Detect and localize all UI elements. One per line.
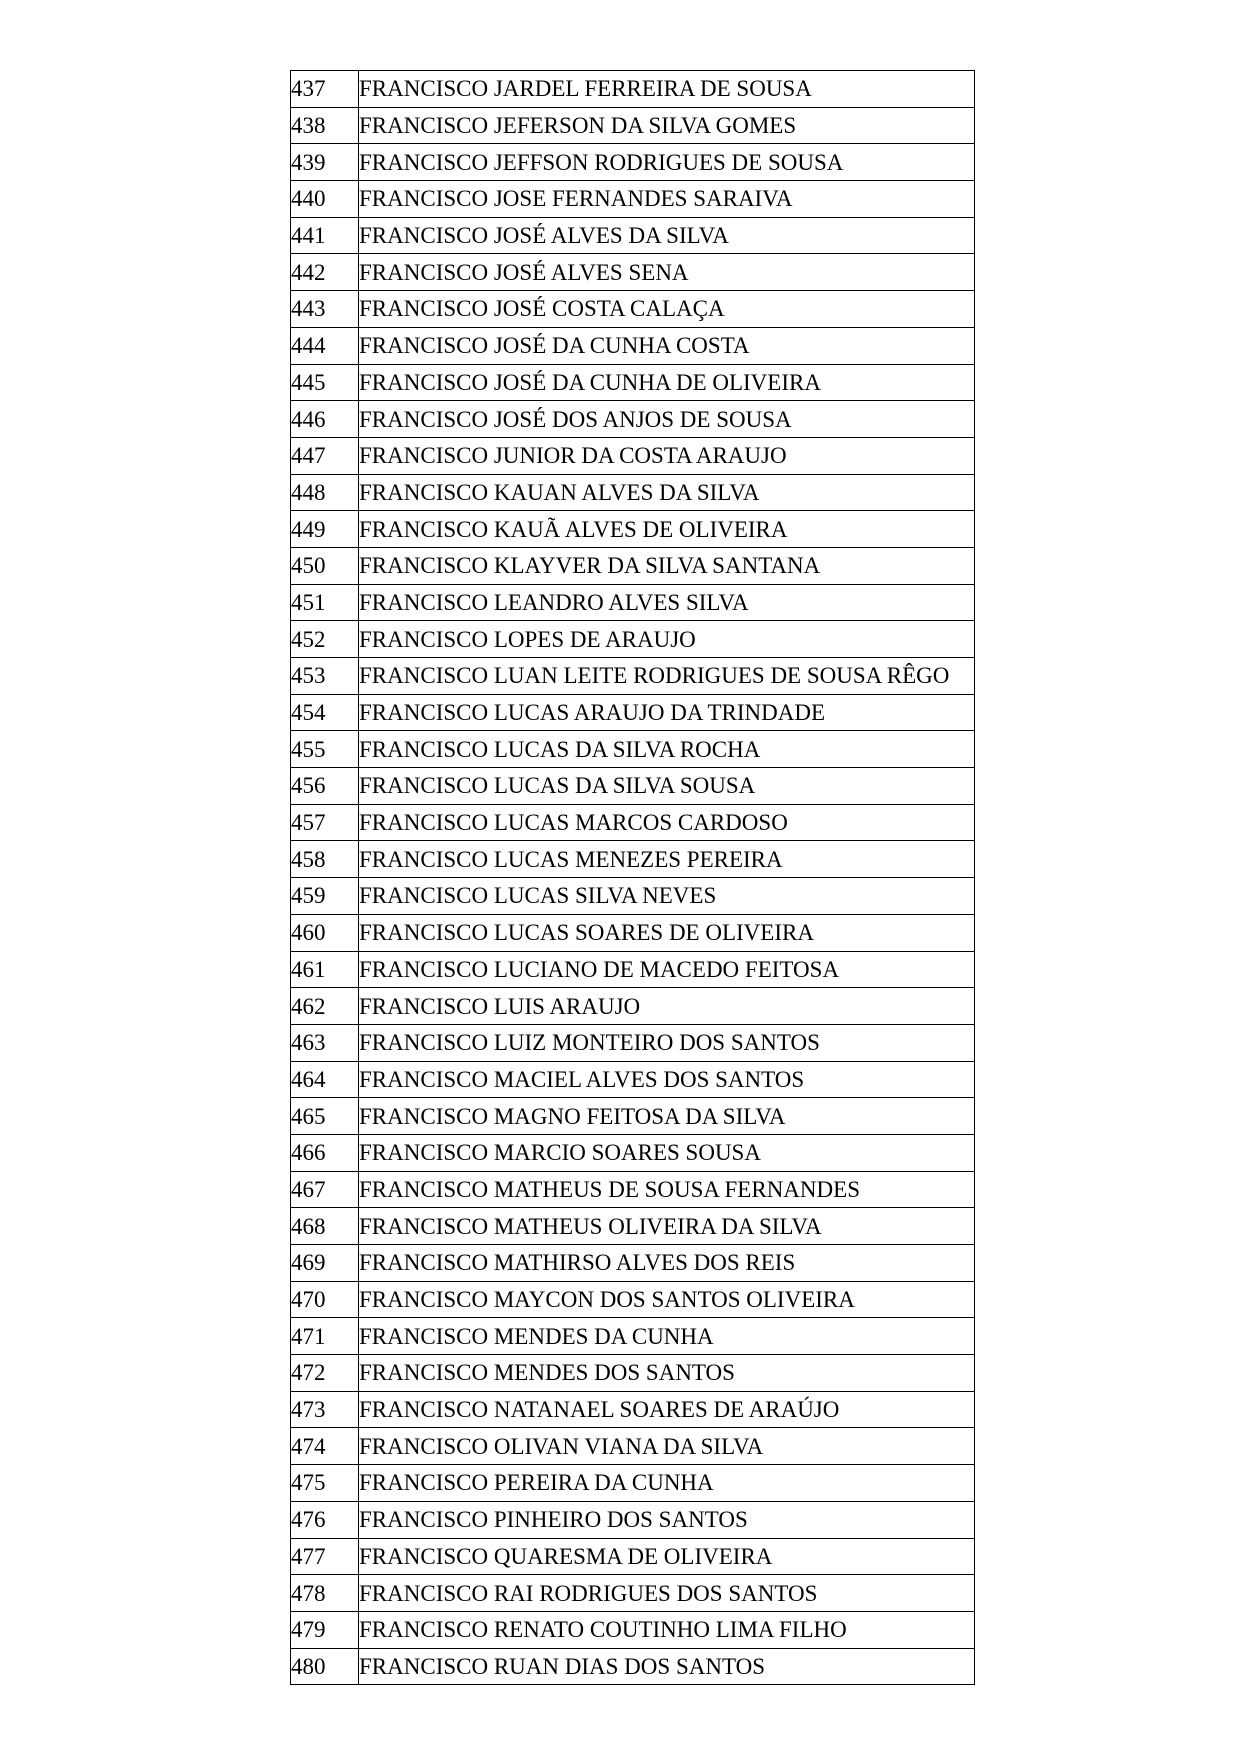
row-name-cell: FRANCISCO JEFERSON DA SILVA GOMES [359, 107, 975, 144]
row-name-cell: FRANCISCO LUIZ MONTEIRO DOS SANTOS [359, 1024, 975, 1061]
row-name-cell: FRANCISCO LUIS ARAUJO [359, 988, 975, 1025]
row-name-cell: FRANCISCO JOSÉ DA CUNHA COSTA [359, 327, 975, 364]
row-number-cell: 454 [291, 694, 359, 731]
row-name-cell: FRANCISCO LUCIANO DE MACEDO FEITOSA [359, 951, 975, 988]
row-name-cell: FRANCISCO MATHEUS DE SOUSA FERNANDES [359, 1171, 975, 1208]
row-number-cell: 447 [291, 437, 359, 474]
row-name-cell: FRANCISCO JOSÉ DA CUNHA DE OLIVEIRA [359, 364, 975, 401]
row-number-cell: 473 [291, 1391, 359, 1428]
table-row [291, 217, 975, 254]
row-number-cell: 460 [291, 914, 359, 951]
row-number-cell: 466 [291, 1134, 359, 1171]
row-number-cell: 471 [291, 1318, 359, 1355]
row-number-cell: 468 [291, 1208, 359, 1245]
table-row [291, 804, 975, 841]
row-number-cell: 456 [291, 768, 359, 805]
row-number-cell: 467 [291, 1171, 359, 1208]
row-number-cell: 462 [291, 988, 359, 1025]
row-name-cell: FRANCISCO MACIEL ALVES DOS SANTOS [359, 1061, 975, 1098]
row-name-cell: FRANCISCO JOSÉ ALVES SENA [359, 254, 975, 291]
row-number-cell: 438 [291, 107, 359, 144]
candidate-table [290, 70, 975, 1685]
table-row [291, 144, 975, 181]
row-name-cell: FRANCISCO MENDES DA CUNHA [359, 1318, 975, 1355]
row-number-cell: 442 [291, 254, 359, 291]
row-name-cell: FRANCISCO RUAN DIAS DOS SANTOS [359, 1648, 975, 1685]
row-number-cell: 443 [291, 291, 359, 328]
table-row [291, 584, 975, 621]
candidate-table-body [291, 71, 975, 1685]
table-row [291, 1171, 975, 1208]
table-row [291, 437, 975, 474]
row-number-cell: 441 [291, 217, 359, 254]
row-number-cell: 463 [291, 1024, 359, 1061]
row-number-cell: 449 [291, 511, 359, 548]
row-name-cell: FRANCISCO JOSÉ DOS ANJOS DE SOUSA [359, 401, 975, 438]
row-number-cell: 451 [291, 584, 359, 621]
row-number-cell: 477 [291, 1538, 359, 1575]
table-row [291, 1318, 975, 1355]
table-row [291, 181, 975, 218]
row-number-cell: 476 [291, 1501, 359, 1538]
table-row [291, 401, 975, 438]
row-name-cell: FRANCISCO JOSÉ ALVES DA SILVA [359, 217, 975, 254]
row-number-cell: 445 [291, 364, 359, 401]
table-row [291, 1391, 975, 1428]
table-row [291, 988, 975, 1025]
row-name-cell: FRANCISCO MATHIRSO ALVES DOS REIS [359, 1245, 975, 1282]
table-row [291, 71, 975, 108]
row-name-cell: FRANCISCO MAYCON DOS SANTOS OLIVEIRA [359, 1281, 975, 1318]
row-name-cell: FRANCISCO RENATO COUTINHO LIMA FILHO [359, 1611, 975, 1648]
row-number-cell: 469 [291, 1245, 359, 1282]
table-row [291, 1611, 975, 1648]
row-number-cell: 452 [291, 621, 359, 658]
table-row [291, 841, 975, 878]
table-row [291, 327, 975, 364]
row-name-cell: FRANCISCO LUCAS SILVA NEVES [359, 878, 975, 915]
row-name-cell: FRANCISCO RAI RODRIGUES DOS SANTOS [359, 1575, 975, 1612]
row-name-cell: FRANCISCO LUCAS SOARES DE OLIVEIRA [359, 914, 975, 951]
row-name-cell: FRANCISCO NATANAEL SOARES DE ARAÚJO [359, 1391, 975, 1428]
table-row [291, 621, 975, 658]
row-name-cell: FRANCISCO LOPES DE ARAUJO [359, 621, 975, 658]
table-row [291, 254, 975, 291]
row-number-cell: 446 [291, 401, 359, 438]
table-row [291, 1134, 975, 1171]
row-number-cell: 439 [291, 144, 359, 181]
row-name-cell: FRANCISCO KAUÃ ALVES DE OLIVEIRA [359, 511, 975, 548]
row-number-cell: 437 [291, 71, 359, 108]
table-row [291, 1208, 975, 1245]
table-row [291, 1098, 975, 1135]
table-row [291, 1465, 975, 1502]
table-row [291, 1061, 975, 1098]
table-row [291, 1575, 975, 1612]
row-number-cell: 457 [291, 804, 359, 841]
row-name-cell: FRANCISCO JEFFSON RODRIGUES DE SOUSA [359, 144, 975, 181]
table-row [291, 1501, 975, 1538]
row-number-cell: 453 [291, 658, 359, 695]
row-number-cell: 459 [291, 878, 359, 915]
table-row [291, 731, 975, 768]
table-row [291, 1648, 975, 1685]
table-row [291, 768, 975, 805]
row-name-cell: FRANCISCO PINHEIRO DOS SANTOS [359, 1501, 975, 1538]
table-row [291, 1024, 975, 1061]
table-row [291, 914, 975, 951]
row-number-cell: 450 [291, 547, 359, 584]
row-number-cell: 478 [291, 1575, 359, 1612]
row-name-cell: FRANCISCO JUNIOR DA COSTA ARAUJO [359, 437, 975, 474]
row-name-cell: FRANCISCO KLAYVER DA SILVA SANTANA [359, 547, 975, 584]
table-row [291, 107, 975, 144]
row-number-cell: 455 [291, 731, 359, 768]
table-row [291, 878, 975, 915]
row-number-cell: 448 [291, 474, 359, 511]
row-name-cell: FRANCISCO OLIVAN VIANA DA SILVA [359, 1428, 975, 1465]
row-number-cell: 474 [291, 1428, 359, 1465]
row-name-cell: FRANCISCO LUCAS MENEZES PEREIRA [359, 841, 975, 878]
row-name-cell: FRANCISCO MARCIO SOARES SOUSA [359, 1134, 975, 1171]
row-number-cell: 475 [291, 1465, 359, 1502]
row-name-cell: FRANCISCO PEREIRA DA CUNHA [359, 1465, 975, 1502]
table-row [291, 1355, 975, 1392]
table-row [291, 547, 975, 584]
row-name-cell: FRANCISCO JARDEL FERREIRA DE SOUSA [359, 71, 975, 108]
row-name-cell: FRANCISCO JOSE FERNANDES SARAIVA [359, 181, 975, 218]
table-row [291, 291, 975, 328]
table-row [291, 694, 975, 731]
table-row [291, 1538, 975, 1575]
row-number-cell: 461 [291, 951, 359, 988]
row-number-cell: 440 [291, 181, 359, 218]
row-name-cell: FRANCISCO MAGNO FEITOSA DA SILVA [359, 1098, 975, 1135]
row-name-cell: FRANCISCO LUCAS ARAUJO DA TRINDADE [359, 694, 975, 731]
table-row [291, 364, 975, 401]
row-name-cell: FRANCISCO LEANDRO ALVES SILVA [359, 584, 975, 621]
row-number-cell: 479 [291, 1611, 359, 1648]
row-number-cell: 470 [291, 1281, 359, 1318]
row-number-cell: 472 [291, 1355, 359, 1392]
row-name-cell: FRANCISCO LUCAS MARCOS CARDOSO [359, 804, 975, 841]
row-name-cell: FRANCISCO JOSÉ COSTA CALAÇA [359, 291, 975, 328]
row-name-cell: FRANCISCO KAUAN ALVES DA SILVA [359, 474, 975, 511]
table-row [291, 511, 975, 548]
row-number-cell: 458 [291, 841, 359, 878]
row-number-cell: 480 [291, 1648, 359, 1685]
row-name-cell: FRANCISCO LUCAS DA SILVA ROCHA [359, 731, 975, 768]
table-row [291, 1245, 975, 1282]
table-row [291, 658, 975, 695]
row-name-cell: FRANCISCO MATHEUS OLIVEIRA DA SILVA [359, 1208, 975, 1245]
row-name-cell: FRANCISCO QUARESMA DE OLIVEIRA [359, 1538, 975, 1575]
table-row [291, 1281, 975, 1318]
table-row [291, 951, 975, 988]
row-number-cell: 465 [291, 1098, 359, 1135]
row-name-cell: FRANCISCO LUCAS DA SILVA SOUSA [359, 768, 975, 805]
row-number-cell: 444 [291, 327, 359, 364]
row-name-cell: FRANCISCO LUAN LEITE RODRIGUES DE SOUSA RÊGO [359, 658, 975, 695]
table-row [291, 1428, 975, 1465]
table-row [291, 474, 975, 511]
row-name-cell: FRANCISCO MENDES DOS SANTOS [359, 1355, 975, 1392]
row-number-cell: 464 [291, 1061, 359, 1098]
